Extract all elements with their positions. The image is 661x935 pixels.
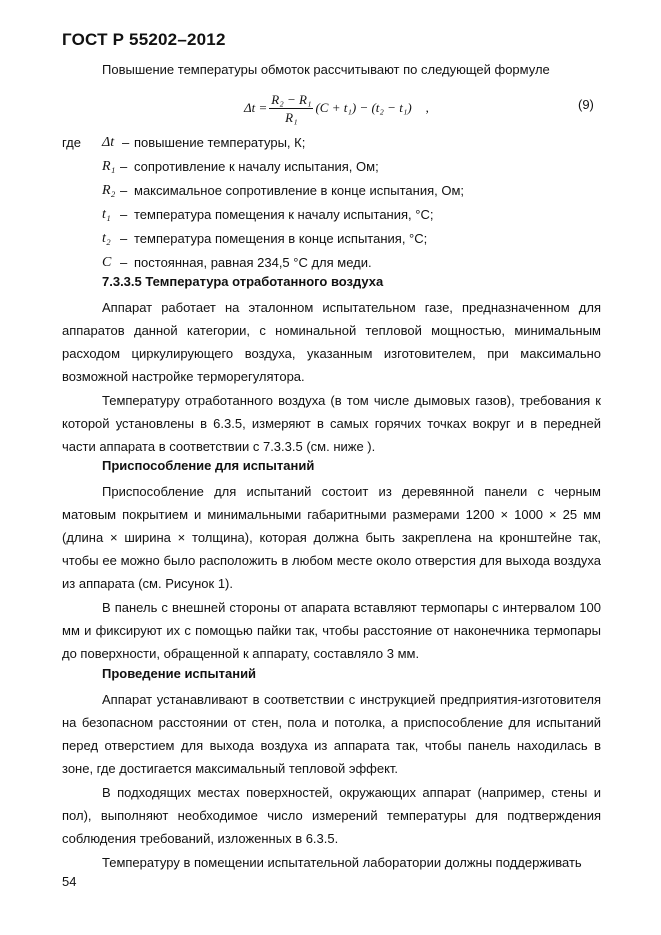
definition-dash: – <box>120 231 128 246</box>
definition-dash: – <box>120 183 128 198</box>
definition-symbol: Δt <box>102 135 115 150</box>
formula-fraction <box>269 91 313 126</box>
definition-dash: – <box>120 255 128 270</box>
testing-body <box>62 688 601 875</box>
standard-title: ГОСТ Р 55202–2012 <box>62 30 226 49</box>
where-word: где <box>62 135 81 150</box>
fixture-heading: Приспособление для испытаний <box>102 458 315 473</box>
formula-intro: Повышение температуры обмоток рассчитывают по следующей формуле <box>102 62 550 77</box>
formula-9 <box>244 87 429 129</box>
formula-lhs: Δt = <box>244 100 268 115</box>
definition-dash: – <box>120 207 128 222</box>
paragraph: Температуру в помещении испытательной лаборатории должны поддерживать <box>102 855 582 870</box>
testing-heading: Проведение испытаний <box>102 666 257 681</box>
equation-number: (9) <box>578 97 594 112</box>
definition-text: постоянная, равная 234,5 °С для меди. <box>134 255 372 270</box>
definition-text: повышение температуры, К; <box>134 135 306 150</box>
definition-text: температура помещения в конце испытания, °С; <box>134 231 428 246</box>
formula-numerator: R₂ − R₁ <box>271 91 312 107</box>
definition-symbol: R₂ <box>102 183 116 198</box>
page-number: 54 <box>62 874 77 889</box>
definition-text: максимальное сопротивление в конце испытания, Ом; <box>134 183 465 198</box>
formula-comma: , <box>425 100 429 115</box>
paragraph: В подходящих местах поверхностей, окружающих аппарат (например, стены и пол), выполняют необходимое число измерений температуры для подтверждения соблюдения требований, изложенных в 6.3.5. <box>62 785 601 846</box>
formula-denominator: R₁ <box>285 109 298 125</box>
definition-symbol: t₁ <box>102 207 111 222</box>
paragraph: В панель с внешней стороны от апарата вставляют термопары с интервалом 100 мм и фиксируют их с помощью пайки так, чтобы расстояние от наконечника термопары до поверхности, обращенной к аппарату, составляло 3 мм. <box>62 600 601 661</box>
paragraph: Аппарат работает на эталонном испытательном газе, предназначенном для аппаратов данной категории, с номинальной тепловой мощностью, минимальным расходом циркулирующего воздуха, указанным изготовителем, при максимально возможной настройке терморегулятора. <box>62 300 601 384</box>
fixture-body <box>62 480 601 666</box>
definition-text: температура помещения к началу испытания, °С; <box>134 207 434 222</box>
paragraph: Температуру отработанного воздуха (в том числе дымовых газов), требования к которой установлены в 6.3.5, измеряют в самых горячих точках вокруг и в передней части аппарата в соответствии с 7.3.3.5 (см. ниже ). <box>62 393 601 454</box>
definition-symbol: t₂ <box>102 231 111 246</box>
definition-symbol: R₁ <box>102 159 116 174</box>
definition-symbol: C <box>102 255 112 270</box>
section-heading: 7.3.3.5 Температура отработанного воздуха <box>102 274 384 289</box>
definition-text: сопротивление к началу испытания, Ом; <box>134 159 379 174</box>
section-body <box>62 296 601 459</box>
paragraph: Приспособление для испытаний состоит из деревянной панели с черным матовым покрытием и минимальными габаритными размерами 1200 × 1000 × 25 мм (длина × ширина × толщина), которая должна быть закреплена на кронштейне так, чтобы ее можно было расположить в любом месте около отверстия для выхода воздуха из аппарата (см. Рисунок 1). <box>62 484 601 591</box>
definition-dash: – <box>122 135 130 150</box>
definition-dash: – <box>120 159 128 174</box>
paragraph: Аппарат устанавливают в соответствии с инструкцией предприятия-изготовителя на безопасном расстоянии от стен, пола и потолка, а приспособление для испытаний перед отверстием для выхода воздуха из аппарата так, чтобы панель находилась в зоне, где достигается максимальный тепловой эффект. <box>62 692 601 776</box>
formula-rhs: (C + t₁) − (t₂ − t₁) <box>315 100 412 115</box>
